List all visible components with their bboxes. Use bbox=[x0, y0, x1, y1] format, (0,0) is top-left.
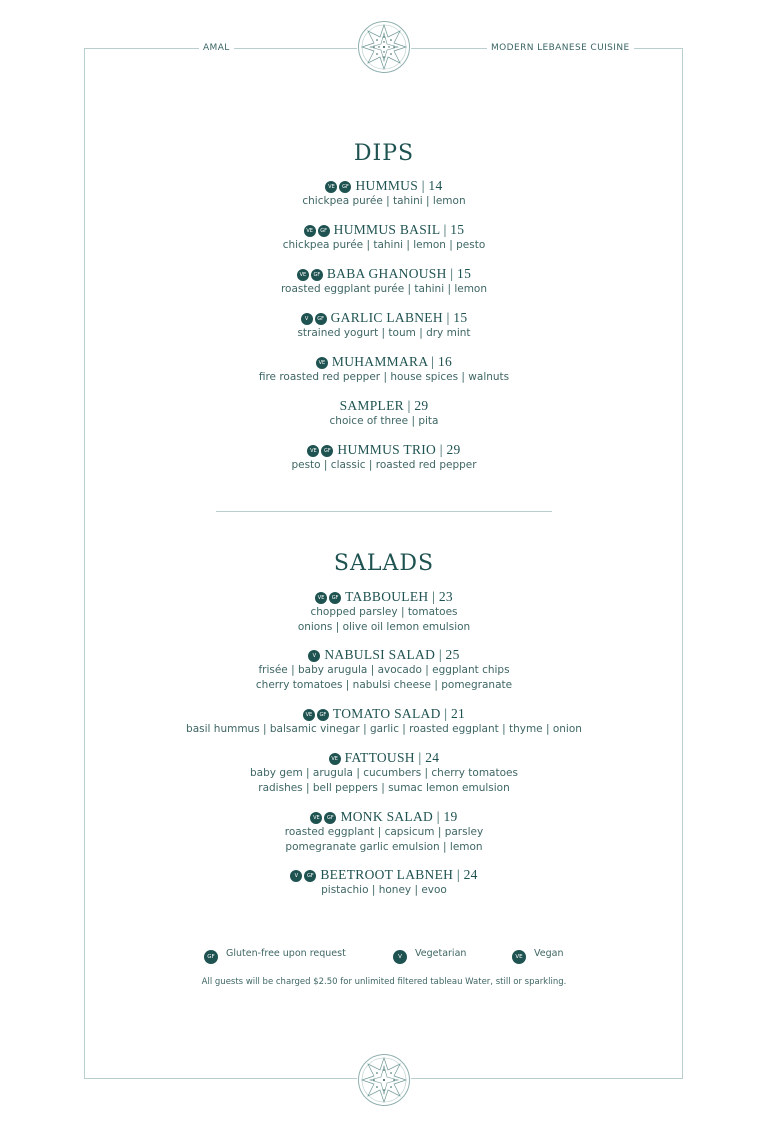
gf-badge-icon: GF bbox=[317, 709, 329, 721]
salads-title: SALADS bbox=[333, 551, 435, 576]
ve-badge-icon: VE bbox=[316, 357, 328, 369]
menu-item bbox=[0, 266, 768, 297]
menu-item-description: radishes | bell peppers | sumac lemon emulsion bbox=[258, 781, 510, 794]
cuisine-tagline: MODERN LEBANESE CUISINE bbox=[487, 43, 634, 53]
price-separator: | bbox=[427, 354, 438, 369]
v-badge-icon: V bbox=[308, 650, 320, 662]
price-separator: | bbox=[418, 178, 429, 193]
menu-item-description: chopped parsley | tomatoes bbox=[310, 606, 458, 618]
menu-item-name: FATTOUSH bbox=[344, 750, 415, 765]
menu-item bbox=[0, 750, 768, 795]
menu-item-price: 23 bbox=[438, 589, 453, 604]
legend-vegan bbox=[512, 948, 563, 964]
menu-item-title bbox=[0, 750, 768, 766]
menu-item bbox=[0, 222, 768, 253]
menu-item-title bbox=[0, 706, 768, 722]
menu-item-name: SAMPLER bbox=[339, 398, 404, 413]
menu-item-description: pistachio | honey | evoo bbox=[321, 884, 447, 896]
v-badge-icon: V bbox=[301, 313, 313, 325]
menu-item-name: HUMMUS BASIL bbox=[333, 222, 440, 237]
menu-item-price: 24 bbox=[463, 867, 478, 882]
menu-item-description: roasted eggplant purée | tahini | lemon bbox=[280, 283, 488, 295]
menu-item-description: fire roasted red pepper | house spices | walnuts bbox=[258, 371, 510, 383]
gf-badge-icon: GF bbox=[324, 812, 336, 824]
menu-item bbox=[0, 310, 768, 341]
menu-item-title bbox=[0, 178, 768, 194]
menu-item-description: baby gem | arugula | cucumbers | cherry tomatoes bbox=[250, 767, 518, 779]
menu-item-price: 14 bbox=[428, 178, 443, 193]
legend-vegetarian bbox=[393, 948, 466, 964]
menu-item-price: 29 bbox=[414, 398, 429, 413]
menu-item-description: cherry tomatoes | nabulsi cheese | pomegranate bbox=[255, 678, 513, 691]
price-separator: | bbox=[446, 266, 458, 281]
menu-item bbox=[0, 647, 768, 692]
menu-item-price: 29 bbox=[446, 442, 461, 457]
menu-item-name: HUMMUS bbox=[355, 178, 419, 193]
menu-item-title bbox=[0, 310, 768, 326]
price-separator: | bbox=[414, 750, 426, 765]
diet-badges bbox=[316, 354, 330, 370]
gf-badge-icon: GF bbox=[339, 181, 351, 193]
menu-item-price: 19 bbox=[443, 809, 458, 824]
menu-item-name: GARLIC LABNEH bbox=[330, 310, 443, 325]
diet-badges bbox=[303, 706, 331, 722]
menu-item-price: 15 bbox=[453, 310, 468, 325]
diet-badges bbox=[308, 647, 322, 663]
menu-item bbox=[0, 589, 768, 634]
diet-badges bbox=[290, 867, 318, 883]
menu-item-description: frisée | baby arugula | avocado | eggplant chips bbox=[258, 664, 510, 676]
menu-item bbox=[0, 706, 768, 737]
price-separator: | bbox=[453, 867, 464, 882]
menu-item-name: MUHAMMARA bbox=[331, 354, 428, 369]
menu-item-description: chickpea purée | tahini | lemon bbox=[302, 195, 466, 207]
menu-item-name: NABULSI SALAD bbox=[324, 647, 436, 662]
menu-item-description: basil hummus | balsamic vinegar | garlic | roasted eggplant | thyme | onion bbox=[186, 723, 582, 735]
ve-badge-icon: VE bbox=[310, 812, 322, 824]
menu-item-title bbox=[0, 809, 768, 825]
menu-item bbox=[0, 398, 768, 429]
menu-item-description: onions | olive oil lemon emulsion bbox=[297, 620, 471, 633]
ve-badge-icon: VE bbox=[512, 950, 526, 964]
menu-item bbox=[0, 354, 768, 385]
diet-badges bbox=[325, 178, 353, 194]
price-separator: | bbox=[436, 442, 447, 457]
menu-item-description: roasted eggplant | capsicum | parsley bbox=[284, 826, 484, 838]
ve-badge-icon: VE bbox=[303, 709, 315, 721]
diet-badges bbox=[310, 809, 338, 825]
v-badge-icon: V bbox=[393, 950, 407, 964]
menu-item-price: 21 bbox=[451, 706, 466, 721]
diet-badges bbox=[329, 750, 343, 766]
gf-badge-icon: GF bbox=[311, 269, 323, 281]
diet-badges bbox=[307, 442, 335, 458]
price-separator: | bbox=[433, 809, 444, 824]
menu-item-name: TABBOULEH bbox=[345, 589, 429, 604]
menu-item-title bbox=[0, 354, 768, 370]
gf-badge-icon: GF bbox=[318, 225, 330, 237]
gf-badge-icon: GF bbox=[304, 870, 316, 882]
price-separator: | bbox=[442, 310, 454, 325]
section-divider bbox=[216, 511, 552, 512]
diet-badges bbox=[315, 589, 343, 605]
ve-badge-icon: VE bbox=[297, 269, 309, 281]
gf-badge-icon: GF bbox=[321, 445, 333, 457]
ve-badge-icon: VE bbox=[304, 225, 316, 237]
dips-title: DIPS bbox=[353, 141, 415, 166]
menu-item-title bbox=[0, 222, 768, 238]
price-separator: | bbox=[428, 589, 439, 604]
legend-label: Vegetarian bbox=[415, 948, 467, 959]
gf-badge-icon: GF bbox=[329, 592, 341, 604]
diet-badges bbox=[304, 222, 332, 238]
price-separator: | bbox=[440, 706, 451, 721]
menu-item-price: 16 bbox=[437, 354, 453, 369]
water-charge-note: All guests will be charged $2.50 for unlimited filtered tableau Water, still or sparkling. bbox=[201, 977, 567, 987]
legend-label: Gluten-free upon request bbox=[226, 948, 346, 959]
menu-item-title bbox=[0, 647, 768, 663]
menu-item-description: choice of three | pita bbox=[329, 415, 439, 427]
menu-item bbox=[0, 442, 768, 473]
menu-item-description: strained yogurt | toum | dry mint bbox=[297, 327, 471, 339]
gf-badge-icon: GF bbox=[315, 313, 327, 325]
star-emblem-icon bbox=[357, 20, 411, 74]
menu-item-title bbox=[0, 266, 768, 282]
menu-item-price: 24 bbox=[425, 750, 440, 765]
menu-item-name: TOMATO SALAD bbox=[332, 706, 441, 721]
menu-item-name: MONK SALAD bbox=[340, 809, 434, 824]
menu-item-title bbox=[0, 442, 768, 458]
menu-item-name: HUMMUS TRIO bbox=[337, 442, 437, 457]
menu-item-price: 15 bbox=[450, 222, 465, 237]
price-separator: | bbox=[439, 222, 451, 237]
restaurant-name: AMAL bbox=[199, 43, 234, 53]
menu-item-description: chickpea purée | tahini | lemon | pesto bbox=[282, 239, 486, 251]
price-separator: | bbox=[435, 647, 446, 662]
menu-item-title bbox=[0, 867, 768, 883]
star-emblem-icon bbox=[357, 1053, 411, 1107]
menu-item-title bbox=[0, 589, 768, 605]
menu-item-price: 15 bbox=[457, 266, 472, 281]
gf-badge-icon: GF bbox=[204, 950, 218, 964]
menu-item-name: BABA GHANOUSH bbox=[326, 266, 447, 281]
menu-item-description: pesto | classic | roasted red pepper bbox=[291, 459, 477, 471]
ve-badge-icon: VE bbox=[307, 445, 319, 457]
ve-badge-icon: VE bbox=[329, 753, 341, 765]
menu-item-title bbox=[0, 398, 768, 414]
menu-item bbox=[0, 867, 768, 898]
ve-badge-icon: VE bbox=[315, 592, 327, 604]
menu-item-price: 25 bbox=[445, 647, 460, 662]
menu-item bbox=[0, 809, 768, 854]
menu-item-description: pomegranate garlic emulsion | lemon bbox=[285, 840, 483, 853]
price-separator: | bbox=[403, 398, 415, 413]
legend-gluten-free bbox=[204, 948, 346, 964]
legend-label: Vegan bbox=[534, 948, 564, 959]
diet-badges bbox=[301, 310, 329, 326]
menu-item bbox=[0, 178, 768, 209]
ve-badge-icon: VE bbox=[325, 181, 337, 193]
diet-badges bbox=[297, 266, 325, 282]
v-badge-icon: V bbox=[290, 870, 302, 882]
menu-item-name: BEETROOT LABNEH bbox=[320, 867, 454, 882]
